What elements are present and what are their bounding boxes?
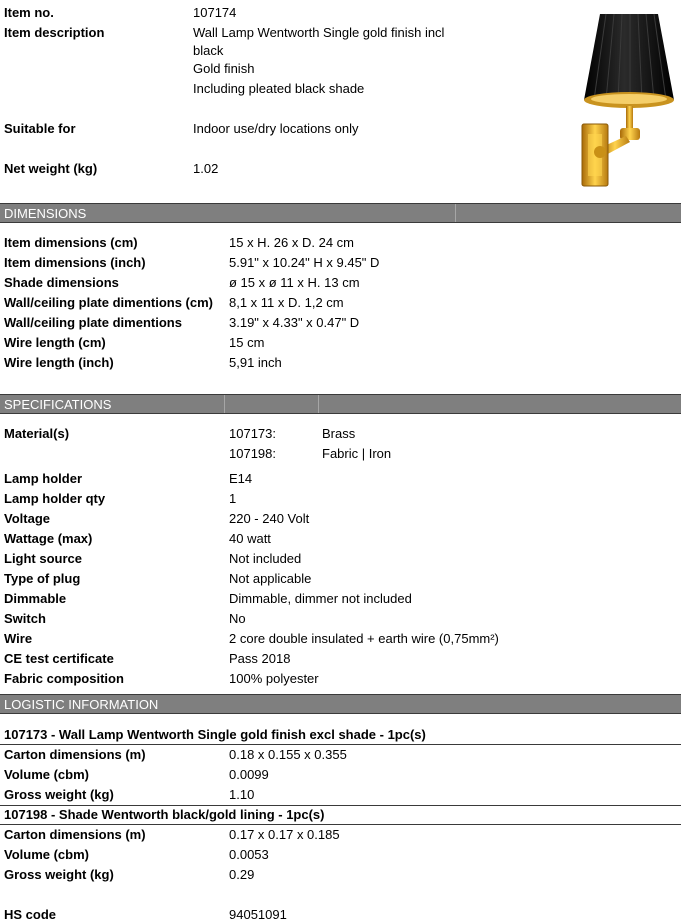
logistic-label: Volume (cbm): [4, 767, 89, 782]
dimension-value: 5.91" x 10.24" H x 9.45" D: [229, 255, 380, 270]
material-value: Fabric | Iron: [322, 446, 392, 461]
dimension-label: Wall/ceiling plate dimentions: [4, 315, 182, 330]
spec-label: Switch: [4, 611, 46, 626]
material-code: 107198:: [229, 446, 276, 461]
spec-value: E14: [229, 471, 253, 486]
spec-label: Fabric composition: [4, 671, 124, 686]
hs-code-label: HS code: [4, 907, 57, 922]
logistic-label: Gross weight (kg): [4, 867, 114, 882]
dimension-label: Item dimensions (cm): [4, 235, 138, 250]
spec-label: Type of plug: [4, 571, 81, 586]
dimension-label: Wall/ceiling plate dimentions (cm): [4, 295, 213, 310]
item-description-line: black: [193, 43, 224, 58]
logistic-value: 1.10: [229, 787, 255, 802]
dimension-value: 8,1 x 11 x D. 1,2 cm: [229, 295, 344, 310]
dimensions-title: DIMENSIONS: [4, 206, 87, 221]
spec-value: Not applicable: [229, 571, 312, 586]
spec-value: Not included: [229, 551, 302, 566]
spec-label: Lamp holder qty: [4, 491, 106, 506]
band-divider: [318, 395, 319, 413]
spec-value: 1: [229, 491, 237, 506]
divider: [0, 744, 681, 745]
logistic-label: Gross weight (kg): [4, 787, 114, 802]
hs-code-value: 94051091: [229, 907, 287, 922]
logistic-value: 0.0053: [229, 847, 269, 862]
material-value: Brass: [322, 426, 356, 441]
logistic-label: Carton dimensions (m): [4, 827, 146, 842]
dimension-label: Wire length (inch): [4, 355, 114, 370]
suitable-for-value: Indoor use/dry locations only: [193, 121, 359, 136]
dimension-value: ø 15 x ø 11 x H. 13 cm: [229, 275, 360, 290]
item-no-value: 107174: [193, 5, 237, 20]
spec-value: 40 watt: [229, 531, 271, 546]
dimension-label: Wire length (cm): [4, 335, 106, 350]
logistic-group-heading: 107173 - Wall Lamp Wentworth Single gold finish excl shade - 1pc(s): [4, 727, 426, 742]
item-description-line: Wall Lamp Wentworth Single gold finish incl: [193, 25, 445, 40]
dimension-value: 15 x H. 26 x D. 24 cm: [229, 235, 354, 250]
item-description-label: Item description: [4, 25, 105, 40]
spec-label: Light source: [4, 551, 83, 566]
logistic-value: 0.29: [229, 867, 255, 882]
net-weight-label: Net weight (kg): [4, 161, 98, 176]
logistic-value: 0.0099: [229, 767, 269, 782]
logistic-label: Carton dimensions (m): [4, 747, 146, 762]
wall-lamp-icon: [570, 8, 675, 190]
spec-value: 2 core double insulated + earth wire (0,75mm²): [229, 631, 499, 646]
dimension-label: Item dimensions (inch): [4, 255, 146, 270]
band-divider: [224, 395, 225, 413]
logistic-value: 0.18 x 0.155 x 0.355: [229, 747, 347, 762]
specifications-title: SPECIFICATIONS: [4, 397, 112, 412]
spec-label: Voltage: [4, 511, 50, 526]
item-no-label: Item no.: [4, 5, 54, 20]
spec-value: No: [229, 611, 246, 626]
logistic-header: [0, 694, 681, 714]
dimension-value: 5,91 inch: [229, 355, 282, 370]
dimension-value: 3.19" x 4.33" x 0.47" D: [229, 315, 360, 330]
dimensions-header: [0, 203, 681, 223]
dimension-value: 15 cm: [229, 335, 265, 350]
logistic-title: LOGISTIC INFORMATION: [4, 697, 159, 712]
spec-label: CE test certificate: [4, 651, 114, 666]
spec-label: Lamp holder: [4, 471, 83, 486]
spec-value: 220 - 240 Volt: [229, 511, 310, 526]
spec-value: Dimmable, dimmer not included: [229, 591, 412, 606]
specifications-header: [0, 394, 681, 414]
divider: [0, 824, 681, 825]
spec-label: Dimmable: [4, 591, 67, 606]
net-weight-value: 1.02: [193, 161, 219, 176]
band-divider: [455, 204, 456, 222]
logistic-label: Volume (cbm): [4, 847, 89, 862]
item-description-line: Gold finish: [193, 61, 255, 76]
spec-value: 100% polyester: [229, 671, 319, 686]
spec-label: Wattage (max): [4, 531, 93, 546]
item-description-line: Including pleated black shade: [193, 81, 365, 96]
spec-label: Wire: [4, 631, 33, 646]
suitable-for-label: Suitable for: [4, 121, 76, 136]
logistic-group-heading: 107198 - Shade Wentworth black/gold lining - 1pc(s): [4, 807, 325, 822]
spec-value: Pass 2018: [229, 651, 291, 666]
logistic-value: 0.17 x 0.17 x 0.185: [229, 827, 340, 842]
material-code: 107173:: [229, 426, 276, 441]
material-label: Material(s): [4, 426, 70, 441]
dimension-label: Shade dimensions: [4, 275, 119, 290]
